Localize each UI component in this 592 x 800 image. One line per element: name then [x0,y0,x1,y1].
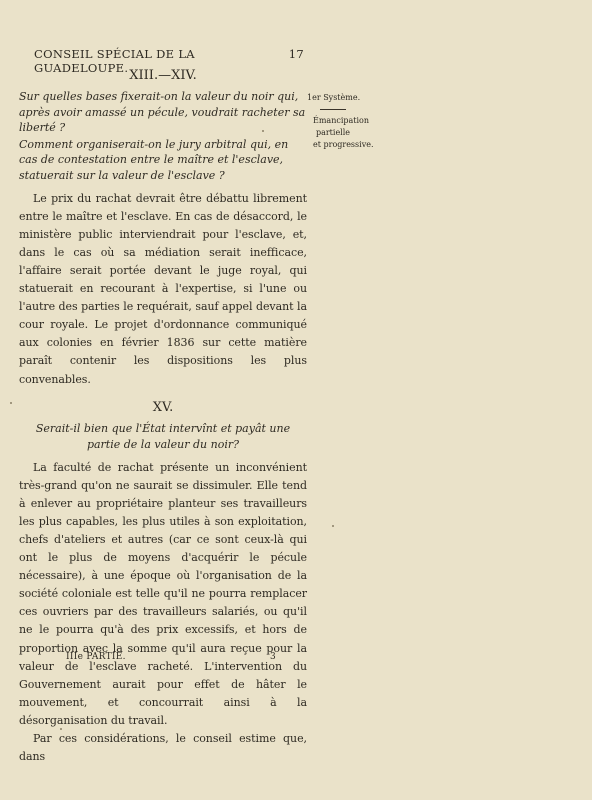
page-number: 17 [288,47,304,61]
margin-note-line-2: partielle [315,128,351,137]
margin-note-title: 1er Système. [307,93,361,102]
question-2: Comment organiserait-on le jury arbitral qui, en cas de contestation entre le maître et l'esclave, statuerait sur la valeur de l'esclave ? [19,137,289,182]
paper-speck [60,728,62,730]
section-heading-xiii-xiv: XIII.—XIV. [129,68,197,83]
answer-paragraph-1: Le prix du rachat devrait être débattu librement entre le maître et l'esclave. En cas de désaccord, le ministère public interviendrait pour l'esclave, et, dans le cas où sa médiation serait inefficace, l'affaire serait portée devant le juge royal, qui statuerait en recourant à l'expertise, si l'une ou l'autre des parties le requérait, sauf appel devant la cour royale. Le projet d'ordonnance communiqué aux colonies en février 1836 sur cette matière paraît contenir les dispositions les plus convenables. [19,191,307,386]
header-title: CONSEIL SPÉCIAL DE LA GUADELOUPE. [34,47,195,75]
paper-speck [10,402,12,404]
margin-note-line-3: et progressive. [313,140,374,149]
margin-note-line-1: Émancipation [313,116,370,125]
margin-note [307,92,374,151]
question-1: Sur quelles bases fixerait-on la valeur du noir qui, après avoir amassé un pécule, voudrait racheter sa liberté ? [19,90,306,135]
paper-speck [262,130,264,132]
margin-note-rule [320,109,346,110]
answer-paragraph-2: La faculté de rachat présente un inconvénient très-grand qu'on ne saurait se dissimuler. Elle tend à enlever au propriétaire planteur ses travailleurs les plus capables, les plus utiles à son exploitation, chefs d'ateliers et autres (car ce sont ceux-là qui ont le plus de moyens d'acquérir le pécule nécessaire), à une époque où l'organisation de la société coloniale est telle qu'il ne pourra remplacer ces ouvriers par des travailleurs salariés, ou qu'il ne le pourra qu'à des prix excessifs, et hors de proportion avec la somme qu'il aura reçue pour la valeur de l'esclave racheté. L'intervention du Gouvernement aurait pour effet de hâter le mouvement, et concourrait ainsi à la désorganisation du travail. [19,460,307,727]
paper-speck [332,525,334,527]
signature-footer [66,652,276,662]
footer-signature-mark: 3 [269,652,276,662]
question-3: Serait-il bien que l'État intervînt et payât une partie de la valeur du noir? [35,421,291,451]
answer-paragraph-3: Par ces considérations, le conseil estime que, dans [19,732,307,764]
footer-part: IIIe PARTIE. [66,652,126,662]
section-heading-xv: XV. [152,399,174,415]
